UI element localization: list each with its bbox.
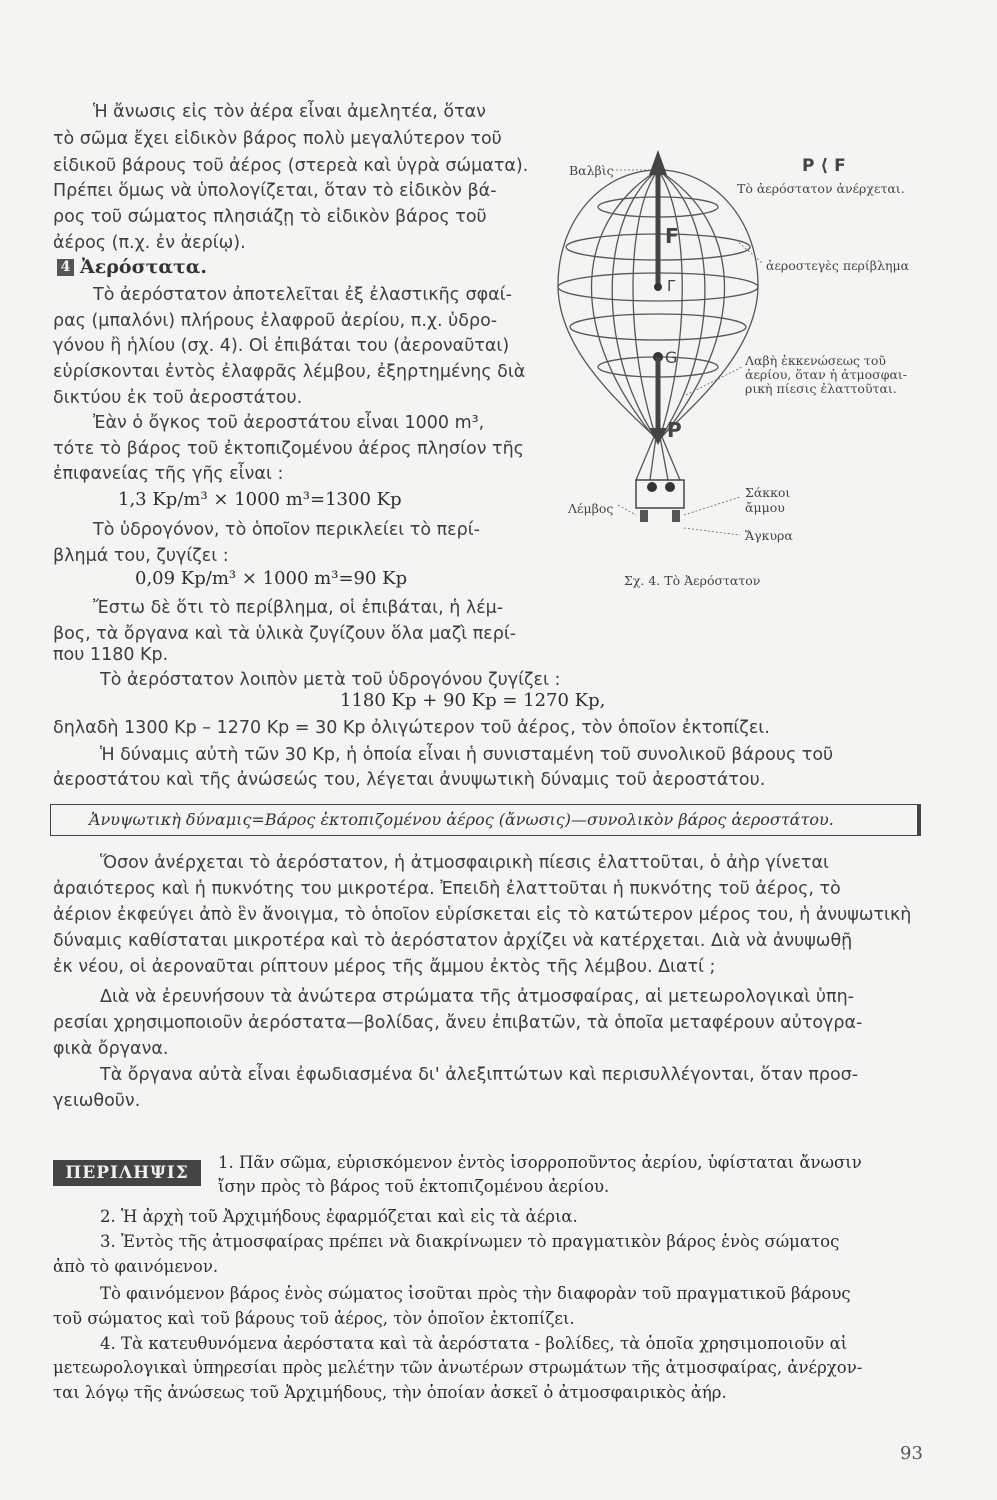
summary-line: ἀπὸ τὸ φαινόμενον. — [53, 1257, 219, 1276]
section-title: Ἀερόστατα. — [80, 256, 208, 278]
text-line: ἀέρος (π.χ. ἐν ἀερίῳ). — [53, 233, 246, 253]
label-sand-2: ἄμμου — [745, 500, 785, 515]
label-F: F — [665, 224, 679, 248]
summary-line: ται λόγῳ τῆς ἀνώσεως τοῦ Ἀρχιμήδους, τὴν ὁποίαν ἀσκεῖ ὁ ἀτμοσφαιρικὸς ἀήρ. — [53, 1383, 727, 1402]
text-line: ἐκ νέου, οἱ ἀεροναῦται ρίπτουν μέρος τῆς ἄμμου ἐκτὸς τῆς λέμβου. Διατί ; — [53, 957, 716, 977]
text-line: Τὸ ἀερόστατον λοιπὸν μετὰ τοῦ ὑδρογόνου ζυγίζει : — [100, 670, 561, 690]
label-neck-1: Λαβὴ ἐκκενώσεως τοῦ — [745, 353, 886, 368]
text-line: Ἡ ἄνωσις εἰς τὸν ἀέρα εἶναι ἀμελητέα, ὅταν — [93, 102, 486, 122]
text-line: ρας (μπαλόνι) πλήρους ἐλαφροῦ ἀερίου, π.χ. ὑδρο- — [53, 311, 498, 331]
text-line: Τὸ ὑδρογόνον, τὸ ὁποῖον περικλείει τὸ περί- — [93, 520, 480, 540]
summary-line: 1. Πᾶν σῶμα, εὑρισκόμενον ἐντὸς ἰσορροποῦντος ἀερίου, ὑφίσταται ἄνωσιν — [218, 1153, 862, 1172]
text-line: ἀεροστάτου καὶ τῆς ἀνώσεώς του, λέγεται ἀνυψωτικὴ δύναμις τοῦ ἀεροστάτου. — [53, 770, 766, 790]
text-line: γειωθοῦν. — [53, 1091, 141, 1111]
label-inequality: P ⟨ F — [802, 156, 846, 176]
summary-line: τοῦ σώματος καὶ τοῦ βάρους τοῦ ἀέρος, τὸν ὁποῖον ἐκτοπίζει. — [53, 1309, 575, 1328]
text-line: Ὅσον ἀνέρχεται τὸ ἀερόστατον, ἡ ἀτμοσφαιρικὴ πίεσις ἐλαττοῦται, ὁ ἀὴρ γίνεται — [100, 853, 829, 873]
label-neck-3: ρικὴ πίεσις ἐλαττοῦται. — [745, 381, 897, 396]
text-line: εἰδικοῦ βάρους τοῦ ἀέρος (στερεὰ καὶ ὑγρὰ σώματα). — [53, 156, 529, 176]
gondola — [636, 480, 684, 522]
text-line: ἀέριον ἐκφεύγει ἀπὸ ἓν ἄνοιγμα, τὸ ὁποῖον εὑρίσκεται εἰς τὸ κατώτερον μέρος του, ἡ ἀνυψωτικὴ — [53, 905, 912, 925]
label-boat: Λέμβος — [568, 501, 614, 516]
label-anchor: Ἄγκυρα — [745, 528, 793, 543]
text-line: τὸ σῶμα ἔχει εἰδικὸν βάρος πολὺ μεγαλύτερον τοῦ — [53, 129, 502, 149]
summary-line: 3. Ἐντὸς τῆς ἀτμοσφαίρας πρέπει νὰ διακρίνωμεν τὸ πραγματικὸν βάρος ἑνὸς σώματος — [100, 1232, 840, 1251]
force-arrows — [649, 150, 667, 445]
text-line: ρος τοῦ σώματος πλησιάζῃ τὸ εἰδικὸν βάρος τοῦ — [53, 207, 487, 227]
definition-box — [50, 804, 921, 836]
label-G: G — [665, 348, 678, 367]
text-line: ἐπιφανείας τῆς γῆς εἶναι : — [53, 464, 284, 484]
summary-line: μετεωρολογικαὶ ὑπηρεσίαι πρὸς μελέτην τῶν ἀνωτέρων στρωμάτων τῆς ἀτμοσφαίρας, ἀνέρχον- — [53, 1358, 863, 1377]
label-rises: Τὸ ἀερόστατον ἀνέρχεται. — [737, 181, 905, 196]
text-line: γόνου ἢ ἡλίου (σχ. 4). Οἱ ἐπιβάται του (ἀεροναῦται) — [53, 336, 510, 356]
text-line: δικτύου ἐκ τοῦ ἀεροστάτου. — [53, 388, 303, 408]
text-line: ρεσίαι χρησιμοποιοῦν ἀερόστατα—βολίδας, ἄνευ ἐπιβατῶν, τὰ ὁποῖα μεταφέρουν αὐτογρα- — [53, 1013, 863, 1033]
passenger — [665, 482, 675, 492]
label-envelope: ἀεροστεγὲς περίβλημα — [766, 258, 910, 273]
page-number: 93 — [900, 1443, 923, 1464]
point-gamma — [654, 283, 662, 291]
text-line: τότε τὸ βάρος τοῦ ἐκτοπιζομένου ἀέρος πλησίον τῆς — [53, 439, 524, 459]
text-line: Ἔστω δὲ ὅτι τὸ περίβλημα, οἱ ἐπιβάται, ἡ λέμ- — [93, 598, 504, 618]
label-P: P — [667, 418, 682, 442]
text-line: Τὸ ἀερόστατον ἀποτελεῖται ἐξ ἐλαστικῆς σφαί- — [93, 285, 512, 305]
sand-bag — [672, 510, 680, 522]
text-line: Ἐὰν ὁ ὄγκος τοῦ ἀεροστάτου εἶναι 1000 m³, — [93, 413, 485, 433]
summary-tag: ΠΕΡΙΛΗΨΙΣ — [53, 1160, 201, 1186]
text-line: φικὰ ὄργανα. — [53, 1039, 169, 1059]
text-line: που 1180 Kp. — [53, 645, 169, 665]
balloon-figure — [540, 145, 960, 595]
summary-line: 4. Τὰ κατευθυνόμενα ἀερόστατα καὶ τὰ ἀερόστατα - βολίδες, τὰ ὁποῖα χρησιμοποιοῦν αἱ — [100, 1334, 848, 1353]
label-sand-1: Σάκκοι — [745, 485, 791, 500]
leader-lines — [612, 170, 762, 535]
label-gamma: Γ — [667, 277, 676, 295]
text-line: δηλαδὴ 1300 Kp – 1270 Kp = 30 Kp ὀλιγώτερον τοῦ ἀέρος, τὸν ὁποῖον ἐκτοπίζει. — [53, 718, 770, 738]
section-heading — [57, 256, 207, 278]
figure-caption: Σχ. 4. Τὸ Ἀερόστατον — [624, 573, 761, 588]
formula-total: 1180 Kp + 90 Kp = 1270 Kp, — [340, 690, 606, 711]
label-valve: Βαλβὶς — [569, 163, 614, 178]
boat — [636, 480, 684, 508]
text-line: εὑρίσκονται ἐντὸς ἐλαφρᾶς λέμβου, ἐξηρτημένης διὰ — [53, 362, 526, 382]
summary-line: 2. Ἡ ἀρχὴ τοῦ Ἀρχιμήδους ἐφαρμόζεται καὶ εἰς τὰ ἀέρια. — [100, 1207, 578, 1226]
passenger — [647, 482, 657, 492]
label-neck-2: ἀερίου, ὅταν ἡ ἀτμοσφαι- — [745, 367, 908, 382]
text-line: βλημά του, ζυγίζει : — [53, 546, 229, 566]
text-line: βος, τὰ ὄργανα καὶ τὰ ὑλικὰ ζυγίζουν ὅλα μαζὶ περί- — [53, 624, 517, 644]
formula-displaced-air: 1,3 Kp/m³ × 1000 m³=1300 Kp — [118, 489, 402, 510]
definition-text: Ἀνυψωτικὴ δύναμις=Βάρος ἐκτοπιζομένου ἀέρος (ἄνωσις)—συνολικὸν βάρος ἀεροστάτου. — [89, 810, 834, 829]
text-line: Διὰ νὰ ἐρευνήσουν τὰ ἀνώτερα στρώματα τῆς ἀτμοσφαίρας, αἱ μετεωρολογικαὶ ὑπη- — [100, 987, 854, 1007]
text-line: δύναμις καθίσταται μικροτέρα καὶ τὸ ἀερόστατον ἀρχίζει νὰ κατέρχεται. Διὰ νὰ ἀνυψωθῇ — [53, 931, 853, 951]
sand-bag — [640, 510, 648, 522]
text-line: Πρέπει ὅμως νὰ ὑπολογίζεται, ὅταν τὸ εἰδικὸν βά- — [53, 181, 497, 201]
formula-hydrogen: 0,09 Kp/m³ × 1000 m³=90 Kp — [135, 568, 408, 589]
section-number: 4 — [57, 259, 74, 276]
summary-line: ἴσην πρὸς τὸ βάρος τοῦ ἐκτοπιζομένου ἀερίου. — [218, 1177, 610, 1196]
text-line: ἀραιότερος καὶ ἡ πυκνότης του μικροτέρα. Ἐπειδὴ ἐλαττοῦται ἡ πυκνότης τοῦ ἀέρος, τὸ — [53, 879, 841, 899]
text-line: Τὰ ὄργανα αὐτὰ εἶναι ἐφωδιασμένα δι' ἀλεξιπτώτων καὶ περισυλλέγονται, ὅταν προσ- — [100, 1065, 859, 1085]
summary-line: Τὸ φαινόμενον βάρος ἑνὸς σώματος ἰσοῦται πρὸς τὴν διαφορὰν τοῦ πραγματικοῦ βάρους — [100, 1284, 851, 1303]
text-line: Ἡ δύναμις αὐτὴ τῶν 30 Kp, ἡ ὁποία εἶναι ἡ συνισταμένη τοῦ συνολικοῦ βάρους τοῦ — [100, 745, 834, 765]
valve-arrowhead — [649, 150, 667, 175]
